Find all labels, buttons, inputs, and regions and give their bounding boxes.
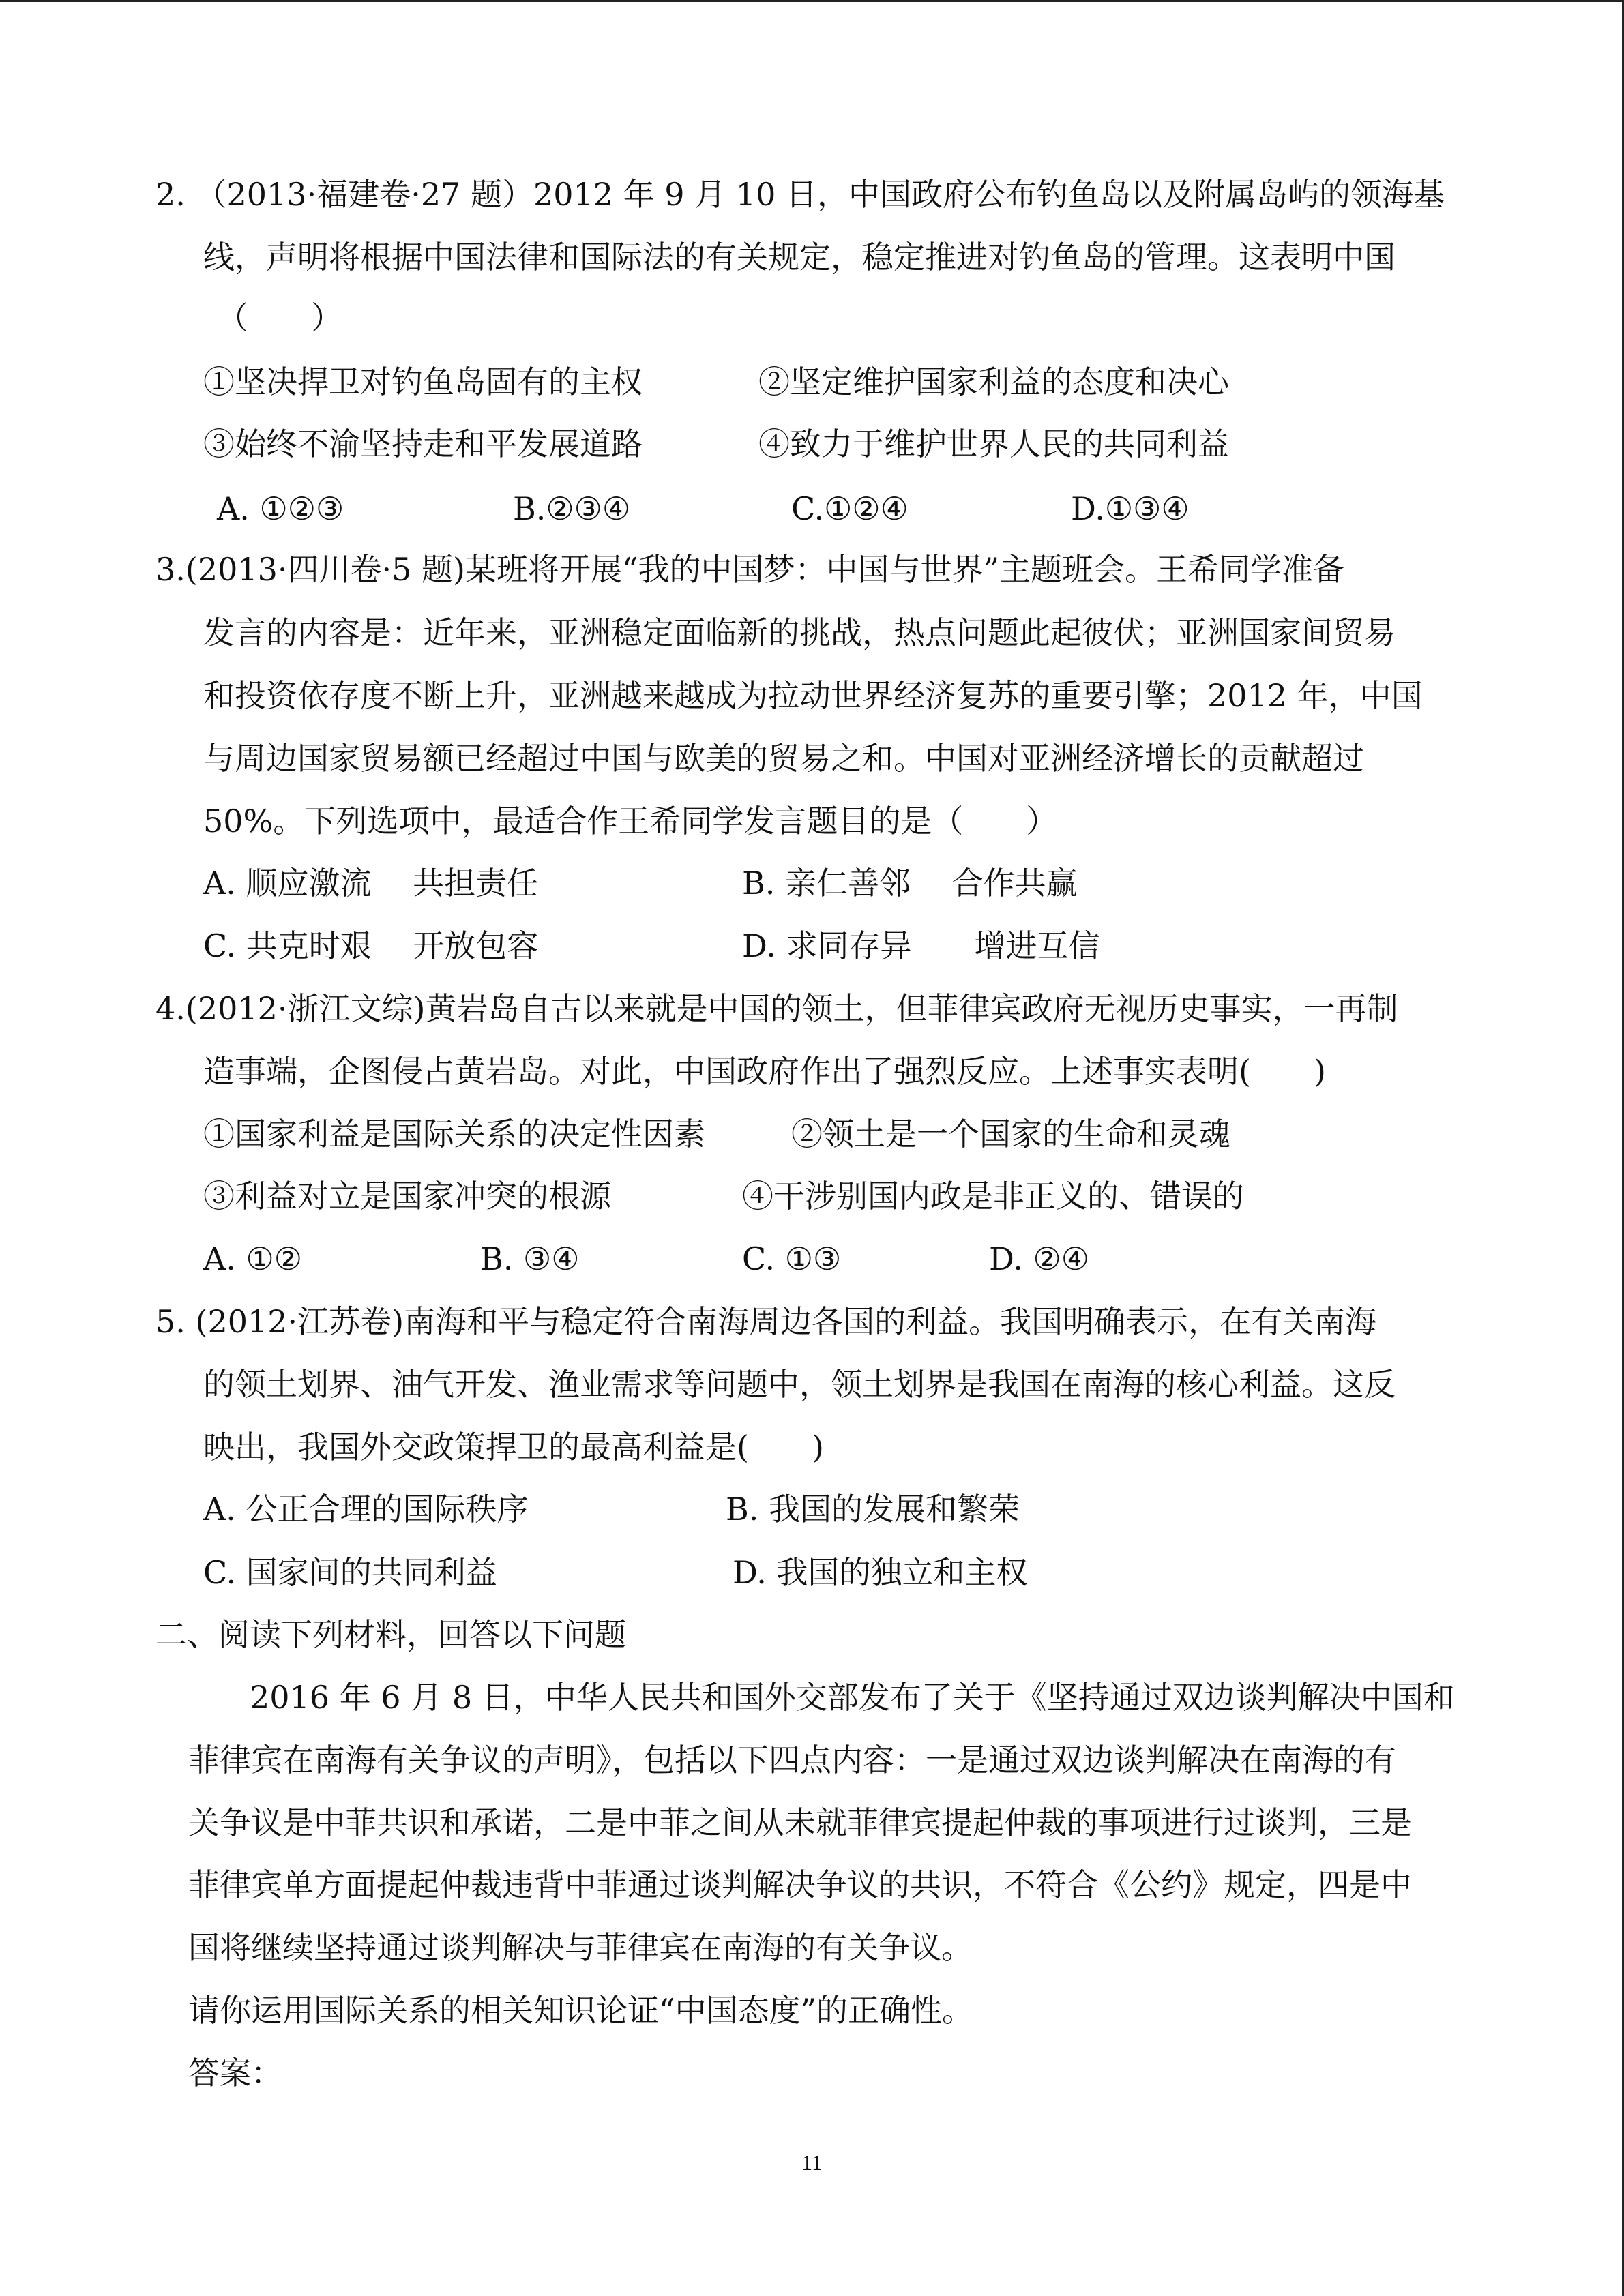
q4-choice-c: C. ①③ [742,1240,842,1277]
q2-stem-line1: 2. （2013·福建卷·27 题）2012 年 9 月 10 日，中国政府公布钓鱼岛以及附属岛屿的领海基 [156,176,1445,213]
q3-stem-line3: 和投资依存度不断上升，亚洲越来越成为拉动世界经济复苏的重要引擎；2012 年，中国 [203,677,1423,714]
q3-choice-a: A. 顺应激流 共担责任 [203,865,539,901]
q3-choice-d: D. 求同存异 增进互信 [742,927,1100,964]
q2-choice-d: D.①③④ [1071,490,1190,527]
q3-stem-line1: 3.(2013·四川卷·5 题)某班将开展“我的中国梦：中国与世界”主题班会。王希同学准备 [156,551,1345,588]
section2-material-line3: 关争议是中菲共识和承诺，二是中菲之间从未就菲律宾提起仲裁的事项进行过谈判，三是 [188,1804,1412,1841]
q4-choice-b: B. ③④ [480,1240,580,1277]
q3-choice-c: C. 共克时艰 开放包容 [203,927,539,964]
q2-option-2: ②坚定维护国家利益的态度和决心 [758,363,1229,400]
q4-stem-line1: 4.(2012·浙江文综)黄岩岛自古以来就是中国的领土，但菲律宾政府无视历史事实，一再制 [156,990,1398,1027]
q5-choice-c: C. 国家间的共同利益 [203,1554,497,1591]
q5-choice-b: B. 我国的发展和繁荣 [726,1491,1020,1527]
section2-heading: 二、阅读下列材料，回答以下问题 [156,1616,626,1653]
q5-stem-line1: 5. (2012·江苏卷)南海和平与稳定符合南海周边各国的利益。我国明确表示，在有关南海 [156,1303,1377,1340]
q4-option-3: ③利益对立是国家冲突的根源 [203,1178,611,1214]
section2-task: 请你运用国际关系的相关知识论证“中国态度”的正确性。 [188,1992,974,2029]
answer-label: 答案： [188,2055,282,2091]
page-number: 11 [801,2150,823,2175]
q4-option-1: ①国家利益是国际关系的决定性因素 [203,1116,705,1152]
q2-option-4: ④致力于维护世界人民的共同利益 [758,426,1229,462]
q5-choice-d: D. 我国的独立和主权 [733,1554,1028,1591]
q4-choice-a: A. ①② [203,1240,302,1277]
q2-stem-line2: 线，声明将根据中国法律和国际法的有关规定，稳定推进对钓鱼岛的管理。这表明中国 [203,239,1396,275]
q5-stem-line3: 映出，我国外交政策捍卫的最高利益是( ) [203,1429,824,1465]
q2-choice-b: B.②③④ [513,490,631,527]
q2-answer-blank: （ ） [217,299,342,336]
q4-stem-line2: 造事端，企图侵占黄岩岛。对此，中国政府作出了强烈反应。上述事实表明( ) [203,1053,1326,1090]
page-frame-top [0,0,1624,2]
q2-choice-c: C.①②④ [791,490,909,527]
q2-option-1: ①坚决捍卫对钓鱼岛固有的主权 [203,363,643,400]
section2-material-line4: 菲律宾单方面提起仲裁违背中菲通过谈判解决争议的共识，不符合《公约》规定，四是中 [188,1866,1412,1903]
section2-material-line5: 国将继续坚持通过谈判解决与菲律宾在南海的有关争议。 [188,1929,973,1966]
q4-choice-d: D. ②④ [989,1240,1089,1277]
q5-choice-a: A. 公正合理的国际秩序 [203,1491,529,1527]
section2-material-line1: 2016 年 6 月 8 日，中华人民共和国外交部发布了关于《坚持通过双边谈判解决中国和 [250,1679,1455,1716]
section2-material-line2: 菲律宾在南海有关争议的声明》，包括以下四点内容：一是通过双边谈判解决在南海的有 [188,1742,1396,1778]
q4-option-4: ④干涉别国内政是非正义的、错误的 [742,1178,1244,1214]
q3-stem-line4: 与周边国家贸易额已经超过中国与欧美的贸易之和。中国对亚洲经济增长的贡献超过 [203,740,1364,777]
q2-choice-a: A. ①②③ [217,490,344,527]
q2-option-3: ③始终不渝坚持走和平发展道路 [203,426,643,462]
q3-stem-line2: 发言的内容是：近年来，亚洲稳定面临新的挑战，热点问题此起彼伏；亚洲国家间贸易 [203,614,1396,651]
q3-choice-b: B. 亲仁善邻 合作共赢 [742,865,1078,901]
q4-option-2: ②领土是一个国家的生命和灵魂 [791,1116,1230,1152]
q5-stem-line2: 的领土划界、油气开发、渔业需求等问题中，领土划界是我国在南海的核心利益。这反 [203,1366,1396,1403]
q3-stem-line5: 50%。下列选项中，最适合作王希同学发言题目的是（ ） [203,803,1058,839]
